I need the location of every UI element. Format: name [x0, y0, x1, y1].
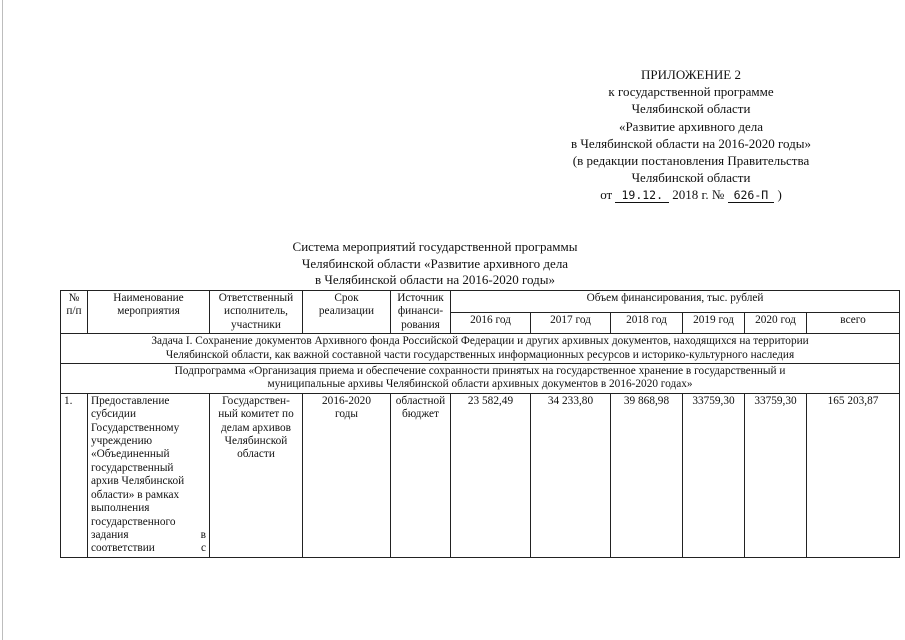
appendix-block: [540, 66, 842, 204]
task-text: Задача I. Сохранение документов Архивного фонда Российской Федерации и других архивных документов, находящихся на территории Челябинской области, как важной составной части государственных информационных ресурсов и историко-культурного наследия: [61, 334, 900, 364]
table-row: [61, 393, 900, 557]
header-executor: Ответственный исполнитель, участники: [210, 291, 303, 334]
subprogram-text: Подпрограмма «Организация приема и обеспечение сохранности принятых на государственное хранение в государственный и муниципальные архивы Челябинской области архивных документов в 2016-2020 годах»: [61, 364, 900, 394]
appendix-line: к государственной программе: [608, 84, 774, 100]
title-line: Челябинской области «Развитие архивного дела: [301, 255, 569, 271]
year-text: 2018 г. №: [672, 187, 725, 203]
title-line: в Челябинской области на 2016-2020 годы»: [315, 272, 555, 287]
header-name: Наименование мероприятия: [88, 291, 210, 334]
value-2018: 39 868,98: [611, 393, 683, 557]
value-2016: 23 582,49: [451, 393, 531, 557]
title-line: Система мероприятий государственной программы: [292, 239, 578, 254]
header-year-2020: 2020 год: [745, 312, 807, 334]
task-row: [61, 334, 900, 364]
scan-edge-line: [2, 0, 3, 640]
row-name: Предоставление субсидии Государственному учреждению «Объединенный государственный архив Челябинской области» в рамках выполнения государственного задания в соответствии с: [88, 393, 210, 557]
document-title: [200, 239, 670, 289]
subprogram-row: [61, 364, 900, 394]
row-term: 2016-2020 годы: [303, 393, 391, 557]
appendix-heading: ПРИЛОЖЕНИЕ 2: [641, 67, 741, 82]
appendix-line: «Развитие архивного дела: [618, 118, 764, 134]
header-num: № п/п: [61, 291, 88, 334]
value-2017: 34 233,80: [531, 393, 611, 557]
row-source: областной бюджет: [391, 393, 451, 557]
header-row: [61, 291, 900, 313]
header-year-2019: 2019 год: [683, 312, 745, 334]
header-term: Срок реализации: [303, 291, 391, 334]
closing-paren: ): [777, 187, 782, 203]
value-total: 165 203,87: [807, 393, 900, 557]
appendix-date-line: [540, 186, 842, 203]
header-source: Источник финанси- рования: [391, 291, 451, 334]
value-2019: 33759,30: [683, 393, 745, 557]
resolution-number: 626-П: [728, 189, 775, 203]
appendix-line: (в редакции постановления Правительства: [572, 153, 810, 169]
date-value: 19.12.: [615, 189, 669, 203]
header-funding: Объем финансирования, тыс. рублей: [451, 291, 900, 313]
date-prefix: от: [600, 187, 613, 203]
header-year-2018: 2018 год: [611, 312, 683, 334]
row-executor: Государствен- ный комитет по делам архивов Челябинской области: [210, 393, 303, 557]
appendix-line: в Челябинской области на 2016-2020 годы»: [571, 135, 811, 151]
row-num: 1.: [61, 393, 88, 557]
header-year-2016: 2016 год: [451, 312, 531, 334]
appendix-line: Челябинской области: [631, 170, 751, 186]
appendix-line: Челябинской области: [631, 101, 751, 117]
header-year-2017: 2017 год: [531, 312, 611, 334]
header-total: всего: [807, 312, 900, 334]
value-2020: 33759,30: [745, 393, 807, 557]
measures-table: [60, 290, 900, 558]
